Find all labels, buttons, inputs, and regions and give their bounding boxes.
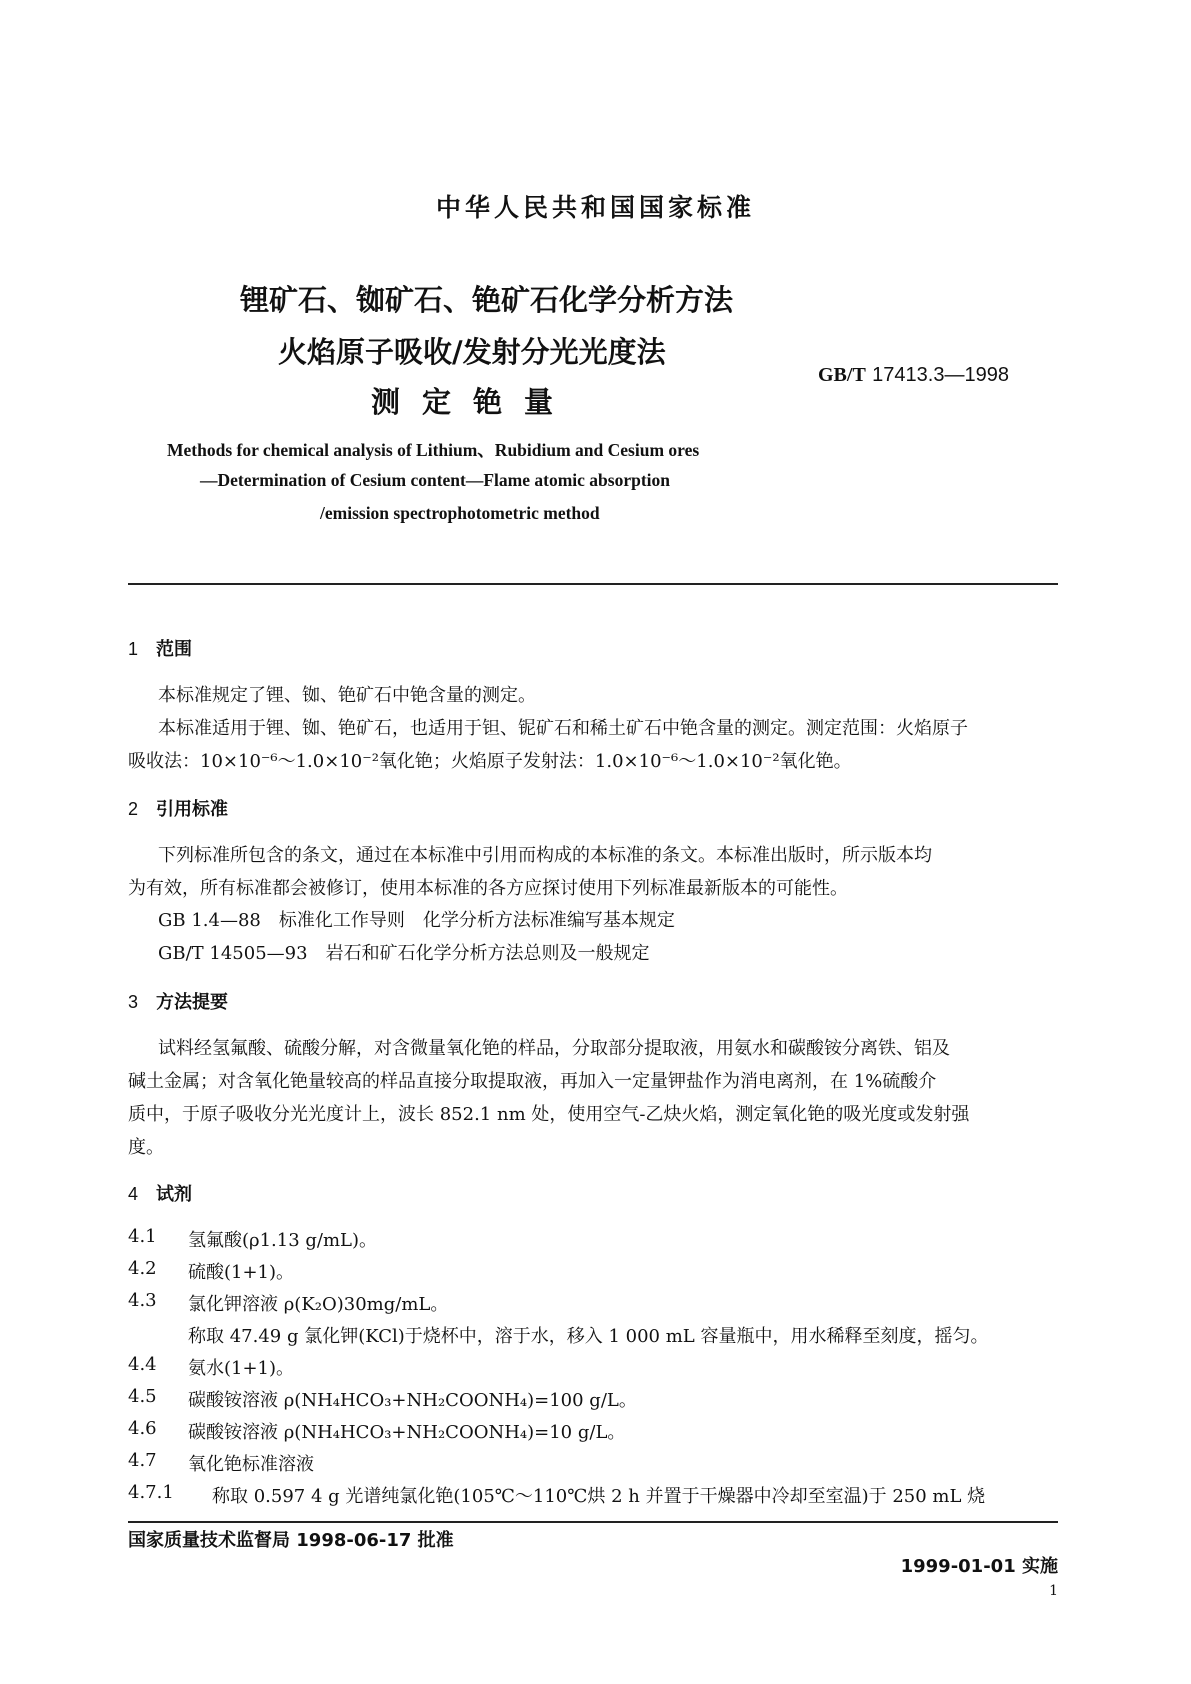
standard-code-prefix: GB/T [818, 364, 866, 386]
reagent-item [0, 1450, 1191, 1474]
footer-divider [128, 1521, 1058, 1523]
section-3-line-1: 试料经氢氟酸、硫酸分解，对含微量氧化铯的样品，分取部分提取液，用氨水和碳酸铵分离铁、铝及 [158, 1038, 950, 1059]
title-line-1: 锂矿石、铷矿石、铯矿石化学分析方法 [240, 283, 734, 317]
section-4-heading [128, 1180, 192, 1206]
english-title-line-2: —Determination of Cesium content—Flame atomic absorption [200, 470, 671, 490]
section-4-title: 试剂 [156, 1184, 193, 1205]
reagent-number: 4.7 [128, 1450, 157, 1471]
section-3-title: 方法提要 [156, 992, 229, 1013]
reagent-item [0, 1226, 1191, 1250]
reagent-note-text: 称取 47.49 g 氯化钾(KCl)于烧杯中，溶于水，移入 1 000 mL 容量瓶中，用水稀释至刻度，摇匀。 [188, 1326, 989, 1347]
section-3-line-4: 度。 [128, 1137, 164, 1158]
section-1-paragraph-2b: 吸收法：10×10⁻⁶～1.0×10⁻²氧化铯；火焰原子发射法：1.0×10⁻⁶～1.0×10⁻²氧化铯。 [128, 751, 852, 772]
reagent-item [0, 1418, 1191, 1442]
section-2-paragraph-b: 为有效，所有标准都会被修订，使用本标准的各方应探讨使用下列标准最新版本的可能性。 [128, 878, 848, 899]
section-1-heading [128, 635, 192, 661]
reagent-item [0, 1386, 1191, 1410]
reagent-number: 4.1 [128, 1226, 157, 1247]
title-line-3: 测定铯量 [371, 385, 576, 419]
section-3-line-2: 碱土金属；对含氧化铯量较高的样品直接分取提取液，再加入一定量钾盐作为消电离剂，在 1%硫酸介 [128, 1071, 937, 1092]
reagent-text: 硫酸(1+1)。 [188, 1262, 295, 1283]
section-1-number: 1 [128, 639, 139, 659]
english-title-line-3: /emission spectrophotometric method [320, 503, 600, 523]
section-1-paragraph-2a: 本标准适用于锂、铷、铯矿石，也适用于钽、铌矿石和稀土矿石中铯含量的测定。测定范围：火焰原子 [158, 718, 968, 739]
reagent-item [0, 1290, 1191, 1314]
section-2-title: 引用标准 [156, 799, 229, 820]
reagent-item [0, 1258, 1191, 1282]
reagent-item [0, 1354, 1191, 1378]
title-line-2: 火焰原子吸收/发射分光光度法 [278, 335, 666, 369]
section-3-number: 3 [128, 992, 139, 1012]
standard-code-number: 17413.3—1998 [872, 364, 1009, 386]
header-divider [128, 583, 1058, 585]
reagent-number: 4.4 [128, 1354, 157, 1375]
reagent-note [0, 1322, 1191, 1346]
section-2-paragraph-a: 下列标准所包含的条文，通过在本标准中引用而构成的本标准的条文。本标准出版时，所示版本均 [158, 845, 932, 866]
standard-code [818, 362, 1009, 387]
reagent-text: 氢氟酸(ρ1.13 g/mL)。 [188, 1230, 378, 1251]
reference-gb-1-4: GB 1.4—88 标准化工作导则 化学分析方法标准编写基本规定 [158, 910, 675, 931]
section-2-number: 2 [128, 799, 139, 819]
reagent-text: 碳酸铵溶液 ρ(NH₄HCO₃+NH₂COONH₄)=100 g/L。 [188, 1390, 637, 1411]
effective-date: 1999-01-01 实施 [900, 1556, 1058, 1577]
english-title-line-1: Methods for chemical analysis of Lithium、Rubidium and Cesium ores [167, 440, 700, 460]
approval-line: 国家质量技术监督局 1998-06-17 批准 [128, 1530, 454, 1551]
section-3-heading [128, 988, 228, 1014]
reagent-number: 4.5 [128, 1386, 157, 1407]
section-3-line-3: 质中，于原子吸收分光光度计上，波长 852.1 nm 处，使用空气-乙炔火焰，测定氧化铯的吸光度或发射强 [128, 1104, 970, 1125]
reagent-number: 4.3 [128, 1290, 157, 1311]
section-1-paragraph-1: 本标准规定了锂、铷、铯矿石中铯含量的测定。 [158, 685, 536, 706]
reagent-text: 碳酸铵溶液 ρ(NH₄HCO₃+NH₂COONH₄)=10 g/L。 [188, 1422, 626, 1443]
reference-gb-t-14505: GB/T 14505—93 岩石和矿石化学分析方法总则及一般规定 [158, 943, 650, 964]
reagent-number: 4.7.1 [128, 1482, 174, 1503]
section-2-heading [128, 795, 228, 821]
reagent-number: 4.6 [128, 1418, 157, 1439]
reagent-text: 称取 0.597 4 g 光谱纯氯化铯(105℃～110℃烘 2 h 并置于干燥器中冷却至室温)于 250 mL 烧 [212, 1486, 986, 1507]
reagent-item [0, 1482, 1191, 1506]
page-number: 1 [1049, 1583, 1058, 1599]
reagent-text: 氧化铯标准溶液 [188, 1454, 314, 1475]
reagent-text: 氯化钾溶液 ρ(K₂O)30mg/mL。 [188, 1294, 449, 1315]
section-1-title: 范围 [156, 639, 193, 660]
reagent-number: 4.2 [128, 1258, 157, 1279]
reagent-text: 氨水(1+1)。 [188, 1358, 295, 1379]
standard-type-heading: 中华人民共和国国家标准 [435, 193, 755, 222]
section-4-number: 4 [128, 1184, 139, 1204]
